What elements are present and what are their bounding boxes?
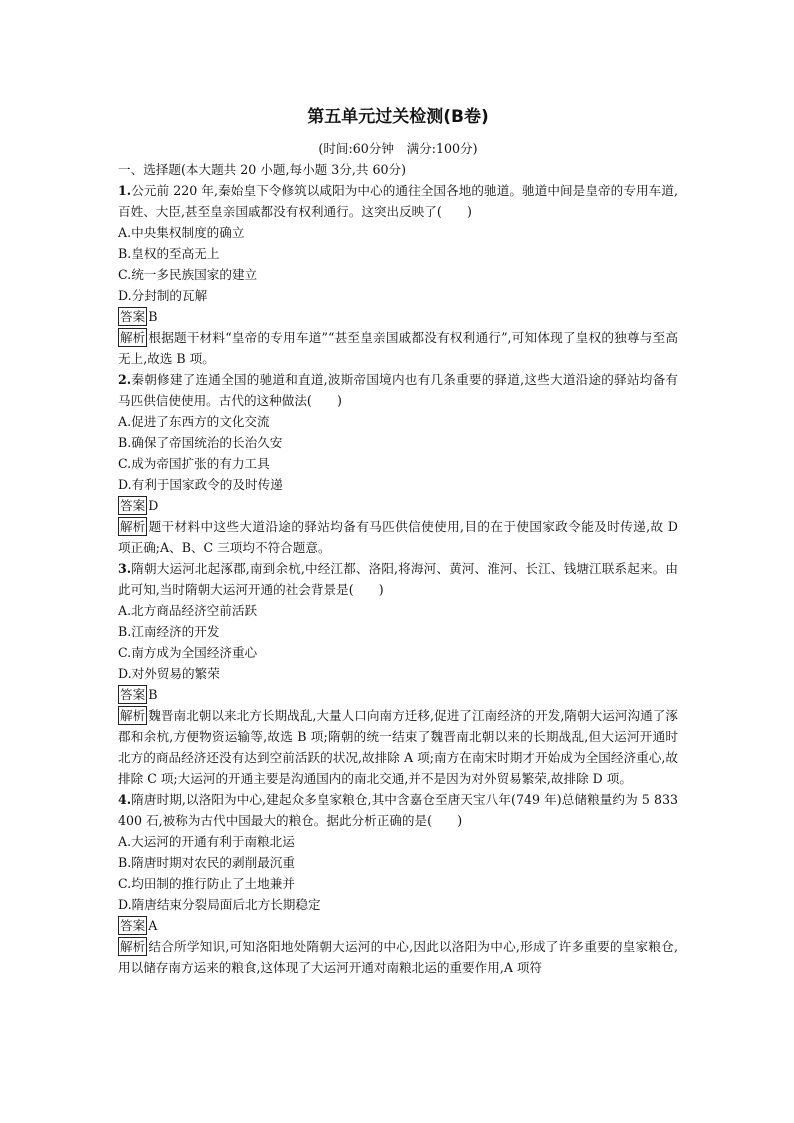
option-c: C.南方成为全国经济重心 — [118, 645, 258, 660]
analysis-text: 魏晋南北朝以来北方长期战乱,大量人口向南方迁移,促进了江南经济的开发,隋朝大运河沟通了涿郡和余杭,方便物资运输等,故选 B 项;隋朝的统一结束了魏晋南北朝以来的长期战乱,但大运河开通时北方的商品经济还没有达到空前活跃的状况,故排除 A 项;南方在南宋时期才开始成为全国经济重心,故排除 C 项;大运河的开通主要是沟通国内的南北交通,并不是因为对外贸易繁荣,故排除 D 项。 — [118, 708, 678, 786]
answer-tag: 答案 — [120, 309, 146, 324]
question-3 — [118, 558, 678, 789]
option-c: C.均田制的推行防止了土地兼并 — [118, 876, 295, 891]
option-b: B.皇权的至高无上 — [118, 246, 220, 261]
answer-value: B — [148, 309, 158, 324]
answer-value: B — [148, 687, 158, 702]
option-a: A.北方商品经济空前活跃 — [118, 603, 258, 618]
option-a: A.大运河的开通有利于南粮北运 — [118, 834, 295, 849]
analysis-tag: 解析 — [120, 330, 146, 345]
answer-tag: 答案 — [120, 498, 146, 513]
question-number: 1. — [118, 183, 132, 198]
question-stem: 隋朝大运河北起涿郡,南到余杭,中经江都、洛阳,将海河、黄河、淮河、长江、钱塘江联系起来。由此可知,当时隋朝大运河开通的社会背景是( ) — [118, 561, 678, 597]
question-number: 4. — [118, 792, 132, 807]
option-b: B.确保了帝国统治的长治久安 — [118, 435, 283, 450]
page-title: 第五单元过关检测(B卷) — [307, 107, 489, 127]
analysis-text: 根据题干材料“皇帝的专用车道”“甚至皇亲国戚都没有权利通行”,可知体现了皇权的独尊与至高无上,故选 B 项。 — [118, 330, 678, 366]
option-c: C.统一多民族国家的建立 — [118, 267, 258, 282]
question-number: 2. — [118, 372, 132, 387]
option-b: B.江南经济的开发 — [118, 624, 220, 639]
question-number: 3. — [118, 561, 132, 576]
question-2 — [118, 369, 678, 558]
question-stem: 秦朝修建了连通全国的驰道和直道,波斯帝国境内也有几条重要的驿道,这些大道沿途的驿站均备有马匹供信使使用。古代的这种做法( ) — [118, 372, 678, 408]
question-stem: 隋唐时期,以洛阳为中心,建起众多皇家粮仓,其中含嘉仓至唐天宝八年(749 年)总储粮量约为 5 833 400 石,被称为古代中国最大的粮仓。据此分析正确的是( ) — [118, 792, 678, 828]
document-page — [118, 104, 678, 978]
answer-tag: 答案 — [120, 687, 146, 702]
option-d: D.有利于国家政令的及时传递 — [118, 477, 283, 492]
option-d: D.分封制的瓦解 — [118, 288, 208, 303]
option-d: D.对外贸易的繁荣 — [118, 666, 220, 681]
option-d: D.隋唐结束分裂局面后北方长期稳定 — [118, 897, 321, 912]
section-heading: 一、选择题(本大题共 20 小题,每小题 3分,共 60分) — [118, 162, 407, 177]
analysis-text: 结合所学知识,可知洛阳地处隋朝大运河的中心,因此以洛阳为中心,形成了许多重要的皇家粮仓,用以储存南方运来的粮食,这体现了大运河开通对南粮北运的重要作用,A 项符 — [118, 939, 678, 975]
analysis-text: 题干材料中这些大道沿途的驿站均备有马匹供信使使用,目的在于使国家政令能及时传递,故 D 项正确;A、B、C 三项均不符合题意。 — [118, 519, 678, 555]
answer-value: A — [148, 918, 158, 933]
analysis-tag: 解析 — [120, 939, 146, 954]
option-b: B.隋唐时期对农民的剥削最沉重 — [118, 855, 295, 870]
exam-time-info: (时间:60分钟 满分:100分) — [318, 141, 478, 156]
option-a: A.中央集权制度的确立 — [118, 225, 245, 240]
question-stem: 公元前 220 年,秦始皇下令修筑以咸阳为中心的通往全国各地的驰道。驰道中间是皇帝的专用车道, 百姓、大臣,甚至皇亲国戚都没有权利通行。这突出反映了( ) — [118, 183, 678, 219]
analysis-tag: 解析 — [120, 708, 146, 723]
option-a: A.促进了东西方的文化交流 — [118, 414, 270, 429]
answer-value: D — [148, 498, 159, 513]
analysis-tag: 解析 — [120, 519, 146, 534]
answer-tag: 答案 — [120, 918, 146, 933]
option-c: C.成为帝国扩张的有力工具 — [118, 456, 270, 471]
question-1 — [118, 180, 678, 369]
question-4 — [118, 789, 678, 978]
